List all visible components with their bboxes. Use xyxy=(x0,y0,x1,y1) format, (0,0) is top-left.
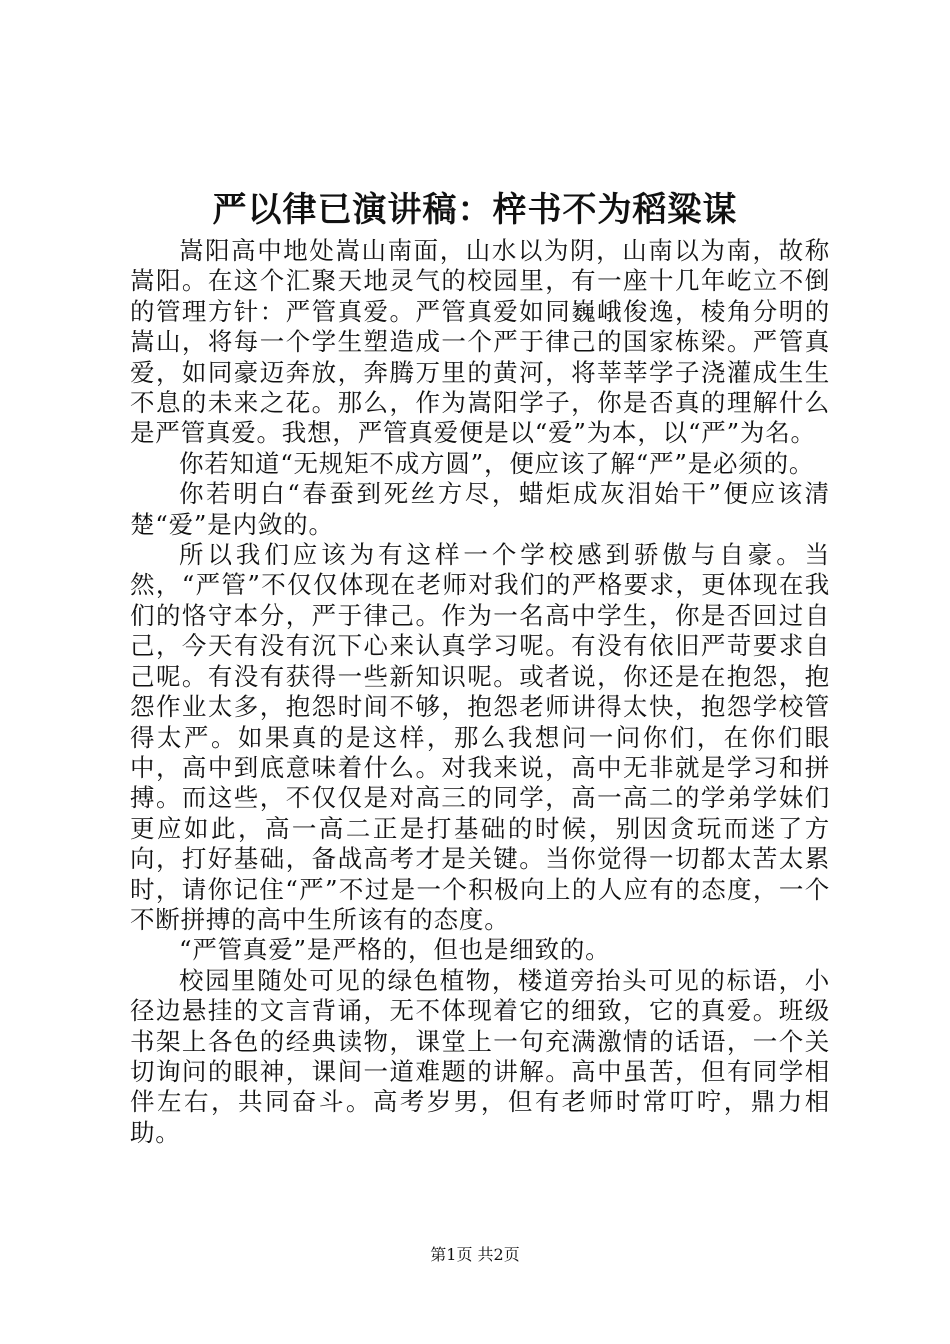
paragraph-6: 校园里随处可见的绿色植物，楼道旁抬头可见的标语，小径边悬挂的文言背诵，无不体现着它的细致，它的真爱。班级书架上各色的经典读物，课堂上一句充满激情的话语，一个关切询问的眼神，课间一道难题的讲解。高中虽苦，但有同学相伴左右，共同奋斗。高考岁男，但有老师时常叮咛，鼎力相助。 xyxy=(130,965,830,1147)
paragraph-4: 所以我们应该为有这样一个学校感到骄傲与自豪。当然，“严管”不仅仅体现在老师对我们的严格要求，更体现在我们的恪守本分，严于律己。作为一名高中学生，你是否回过自己，今天有没有沉下心来认真学习呢。有没有依旧严苛要求自己呢。有没有获得一些新知识呢。或者说，你还是在抱怨，抱怨作业太多，抱怨时间不够，抱怨老师讲得太快，抱怨学校管得太严。如果真的是这样，那么我想问一问你们，在你们眼中，高中到底意味着什么。对我来说，高中无非就是学习和拼搏。而这些，不仅仅是对高三的同学，高一高二的学弟学妹们更应如此，高一高二正是打基础的时候，别因贪玩而迷了方向，打好基础，备战高考才是关键。当你觉得一切都太苦太累时，请你记住“严”不过是一个积极向上的人应有的态度，一个不断拼搏的高中生所该有的态度。 xyxy=(130,540,830,934)
paragraph-5: “严管真爱”是严格的，但也是细致的。 xyxy=(179,935,611,965)
page-number-footer: 第1页 共2页 xyxy=(430,1245,520,1264)
document-body xyxy=(130,236,830,1148)
paragraph-1: 嵩阳高中地处嵩山南面，山水以为阴，山南以为南，故称嵩阳。在这个汇聚天地灵气的校园里，有一座十几年屹立不倒的管理方针：严管真爱。严管真爱如同巍峨俊逸，棱角分明的嵩山，将每一个学生塑造成一个严于律己的国家栋梁。严管真爱，如同豪迈奔放，奔腾万里的黄河，将莘莘学子浇灌成生生不息的未来之花。那么，作为嵩阳学子，你是否真的理解什么是严管真爱。我想，严管真爱便是以“爱”为本，以“严”为名。 xyxy=(130,236,830,448)
document-title: 严以律已演讲稿：梓书不为稻粱谋 xyxy=(212,190,738,230)
paragraph-2: 你若知道“无规矩不成方圆”，便应该了解“严”是必须的。 xyxy=(179,448,815,478)
paragraph-3: 你若明白“春蚕到死丝方尽，蜡炬成灰泪始干”便应该清楚“爱”是内敛的。 xyxy=(130,479,830,539)
